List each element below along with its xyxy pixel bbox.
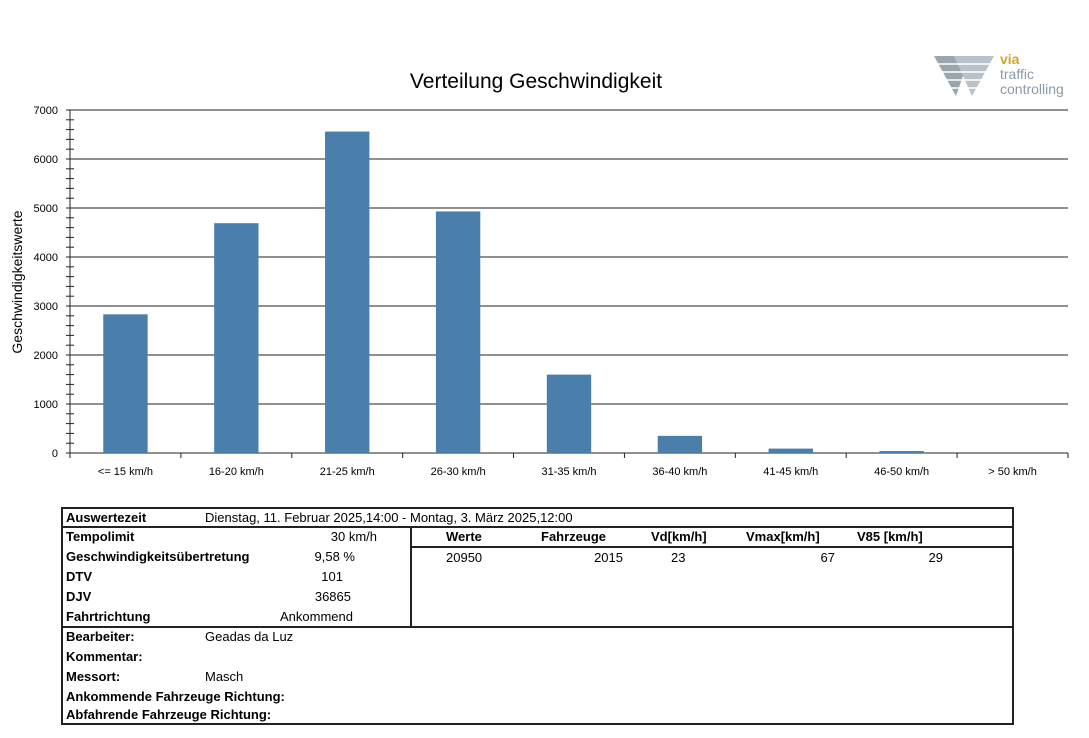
table-value-fahrzeuge: 2015 xyxy=(594,550,623,565)
bearbeiter-label: Bearbeiter: xyxy=(66,629,135,644)
y-tick-label: 0 xyxy=(51,448,58,460)
bar xyxy=(769,449,813,453)
table-header-v85: V85 [km/h] xyxy=(857,529,923,544)
table-value-vd: 23 xyxy=(671,550,686,565)
y-tick-label: 1000 xyxy=(33,399,58,411)
geschwindigkeitsuebertretung-label: Geschwindigkeitsübertretung xyxy=(66,549,250,564)
chart-title: Verteilung Geschwindigkeit xyxy=(409,70,663,93)
logo-line-3: controlling xyxy=(1000,81,1064,97)
y-tick-label: 4000 xyxy=(33,252,58,264)
y-tick-label: 6000 xyxy=(33,154,58,166)
table-header-werte: Werte xyxy=(446,529,482,544)
dtv-value: 101 xyxy=(321,569,343,584)
geschwindigkeitsuebertretung-value: 9,58 % xyxy=(314,549,355,564)
y-axis-label: Geschwindigkeitswerte xyxy=(9,210,25,354)
logo-line-2: traffic xyxy=(1000,66,1034,82)
tempolimit-label: Tempolimit xyxy=(66,529,135,544)
bar xyxy=(547,375,591,453)
table-value-werte: 20950 xyxy=(446,550,483,565)
y-tick-label: 7000 xyxy=(33,105,58,117)
bar xyxy=(103,314,147,453)
y-tick-label: 2000 xyxy=(33,350,58,362)
table-value-vmax: 67 xyxy=(820,550,835,565)
dtv-label: DTV xyxy=(66,569,92,584)
bars xyxy=(103,132,924,453)
x-tick-label: 36-40 km/h xyxy=(652,466,708,478)
x-tick-label: 21-25 km/h xyxy=(319,466,375,478)
ankommende-richtung-label: Ankommende Fahrzeuge Richtung: xyxy=(66,689,285,704)
x-tick-label: 31-35 km/h xyxy=(541,466,597,478)
tempolimit-value: 30 km/h xyxy=(330,529,377,544)
evaluation-info-box xyxy=(61,507,1014,725)
fahrtrichtung-label: Fahrtrichtung xyxy=(66,609,151,624)
messort-label: Messort: xyxy=(66,669,121,684)
messort-value: Masch xyxy=(205,669,244,684)
bearbeiter-value: Geadas da Luz xyxy=(205,629,294,644)
kommentar-label: Kommentar: xyxy=(66,649,143,664)
bar xyxy=(436,211,480,453)
x-tick-label: <= 15 km/h xyxy=(97,466,153,478)
abfahrende-richtung-label: Abfahrende Fahrzeuge Richtung: xyxy=(66,707,272,722)
x-tick-label: 16-20 km/h xyxy=(208,466,264,478)
x-tick-label: 46-50 km/h xyxy=(874,466,930,478)
djv-value: 36865 xyxy=(314,589,351,604)
auswertezeit-value: Dienstag, 11. Februar 2025,14:00 - Montag, 3. März 2025,12:00 xyxy=(205,510,573,525)
auswertezeit-label: Auswertezeit xyxy=(66,510,147,525)
logo-line-1: via xyxy=(1000,51,1020,67)
table-value-v85: 29 xyxy=(928,550,943,565)
y-tick-label: 5000 xyxy=(33,203,58,215)
x-tick-label: 41-45 km/h xyxy=(763,466,819,478)
x-tick-label: > 50 km/h xyxy=(988,466,1037,478)
djv-label: DJV xyxy=(66,589,92,604)
logo-mark-icon xyxy=(932,52,996,100)
bar xyxy=(879,451,923,453)
via-traffic-logo xyxy=(932,52,1082,104)
table-header-fahrzeuge: Fahrzeuge xyxy=(541,529,607,544)
bar xyxy=(214,223,258,453)
bar xyxy=(658,436,702,453)
table-header-vmax: Vmax[km/h] xyxy=(746,529,820,544)
x-tick-label: 26-30 km/h xyxy=(430,466,486,478)
bar xyxy=(325,132,369,453)
fahrtrichtung-value: Ankommend xyxy=(280,609,353,624)
y-tick-label: 3000 xyxy=(33,301,58,313)
table-header-vd: Vd[km/h] xyxy=(651,529,707,544)
